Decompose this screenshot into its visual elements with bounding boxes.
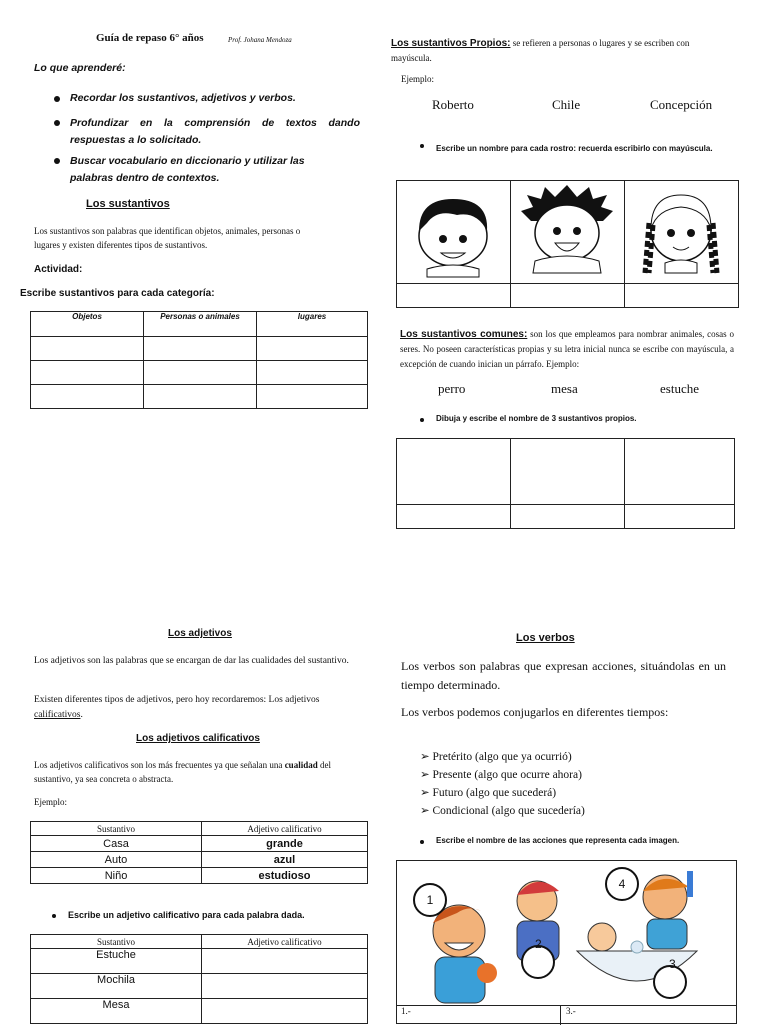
table-cell: Mochila — [31, 974, 202, 999]
drawing-cell[interactable] — [397, 439, 511, 505]
bullet-icon — [420, 144, 424, 148]
comunes-paragraph — [400, 327, 734, 372]
answer-cell[interactable] — [625, 505, 735, 529]
table-cell: Mesa — [31, 999, 202, 1024]
bullet-icon — [420, 418, 424, 422]
adjetivos-text2 — [34, 693, 370, 723]
adjetivos-exercise-table — [30, 934, 368, 1024]
boy-face-icon — [397, 181, 510, 278]
page-title: Guía de repaso 6° años — [96, 32, 204, 44]
answer-cell[interactable]: 1.- — [397, 1006, 561, 1025]
activity-instruction: Escribe sustantivos para cada categoría: — [20, 288, 215, 299]
sustantivos-text: Los sustantivos son palabras que identifican objetos, animales, personas o lugares y existen diferentes tipos de sustantivos. — [34, 226, 301, 250]
answer-cell[interactable] — [257, 337, 368, 361]
adjetivos-heading: Los adjetivos — [168, 628, 232, 639]
bullet-icon — [52, 914, 56, 918]
table-header: Sustantivo — [31, 935, 202, 949]
answer-cell[interactable] — [397, 284, 511, 308]
answer-cell[interactable] — [202, 949, 368, 974]
table-header: Adjetivo calificativo — [202, 822, 368, 836]
arrow-bullet-icon: ➢ — [420, 787, 433, 799]
answer-cell[interactable] — [31, 337, 144, 361]
answer-cell[interactable] — [511, 505, 625, 529]
answer-cell[interactable] — [257, 385, 368, 409]
answer-cell[interactable] — [144, 337, 257, 361]
example-label: Ejemplo: — [34, 797, 67, 807]
answer-cell[interactable]: 3.- — [566, 1006, 576, 1016]
author: Prof. Johana Mendoza — [228, 36, 292, 44]
calificativos-text — [34, 758, 346, 786]
face-cell — [625, 181, 739, 284]
sustantivos-heading: Los sustantivos — [86, 198, 170, 210]
table-cell: Estuche — [31, 949, 202, 974]
adjetivos-example-table — [30, 821, 368, 884]
tense-item: ➢ Presente (algo que ocurre ahora) — [420, 769, 582, 781]
bullet-icon — [54, 158, 60, 164]
comunes-heading: Los sustantivos comunes: — [400, 329, 528, 340]
tense-item: ➢ Futuro (algo que sucederá) — [420, 787, 557, 799]
answer-cell[interactable] — [397, 505, 511, 529]
objective-item: Recordar los sustantivos, adjetivos y verbos. — [70, 92, 296, 104]
propios-instruction: Escribe un nombre para cada rostro: recuerda escribirlo con mayúscula. — [436, 144, 713, 153]
answer-cell[interactable] — [31, 361, 144, 385]
braids-girl-face-icon — [625, 181, 738, 278]
calif-post: del sustantivo, ya sea concreta o abstracta. — [34, 760, 331, 784]
adjetivos-text2-post: . — [80, 710, 83, 720]
example-word: estuche — [660, 381, 699, 396]
face-cell — [397, 181, 511, 284]
example-word: Chile — [552, 97, 581, 112]
drawing-cell[interactable] — [625, 439, 735, 505]
table-cell: Niño — [31, 868, 202, 884]
table-cell: estudioso — [202, 868, 368, 884]
example-label: Ejemplo: — [401, 74, 434, 84]
verbos-text: Los verbos son palabras que expresan acciones, situándolas en un tiempo determinado. — [401, 659, 726, 692]
table-cell: Casa — [31, 836, 202, 852]
number-circle: 2 — [521, 945, 555, 979]
comunes-instruction: Dibuja y escribe el nombre de 3 sustantivos propios. — [436, 414, 637, 423]
calificativos-heading: Los adjetivos calificativos — [136, 733, 260, 744]
table-header: Personas o animales — [144, 312, 257, 337]
table-cell: Auto — [31, 852, 202, 868]
girl-face-icon — [511, 181, 624, 278]
answer-cell[interactable] — [144, 361, 257, 385]
categories-table — [30, 311, 368, 409]
comunes-text: son los que empleamos para nombrar animales, cosas o seres. No poseen características propias y su letra inicial nunca se escribe con mayúscula, a excepción de cuando inician un párrafo. Ejemplo: — [400, 329, 734, 369]
verbos-instruction: Escribe el nombre de las acciones que representa cada imagen. — [436, 836, 680, 845]
table-cell: azul — [202, 852, 368, 868]
drawing-cell[interactable] — [511, 439, 625, 505]
propios-text: se refieren a personas o lugares y se escriben con mayúscula. — [391, 38, 690, 63]
table-header: Sustantivo — [31, 822, 202, 836]
adjetivos-instruction: Escribe un adjetivo calificativo para cada palabra dada. — [68, 910, 305, 920]
adjetivos-text2-pre: Existen diferentes tipos de adjetivos, pero hoy recordaremos: Los adjetivos — [34, 695, 320, 705]
activity-label: Actividad: — [34, 264, 83, 275]
drawing-table — [396, 438, 735, 529]
example-word: mesa — [551, 381, 578, 396]
example-word: perro — [438, 381, 466, 396]
example-word: Roberto — [432, 97, 474, 112]
verbos-heading: Los verbos — [516, 632, 575, 644]
answer-cell[interactable] — [202, 999, 368, 1024]
answer-cell[interactable] — [144, 385, 257, 409]
number-circle: 4 — [605, 867, 639, 901]
actions-image-box — [396, 860, 737, 1024]
answer-cell[interactable] — [257, 361, 368, 385]
arrow-bullet-icon: ➢ — [420, 751, 433, 763]
answer-cell[interactable] — [202, 974, 368, 999]
answer-cell[interactable] — [511, 284, 625, 308]
number-circle: 1 — [413, 883, 447, 917]
verbos-text2: Los verbos podemos conjugarlos en diferentes tiempos: — [401, 705, 669, 719]
calif-pre: Los adjetivos calificativos son los más frecuentes ya que señalan una — [34, 760, 285, 770]
arrow-bullet-icon: ➢ — [420, 805, 433, 817]
objective-item: Profundizar en la comprensión de textos dando respuestas a lo solicitado. — [70, 117, 360, 146]
propios-heading: Los sustantivos Propios: — [391, 38, 511, 49]
table-header: Adjetivo calificativo — [202, 935, 368, 949]
tenses-list — [420, 748, 585, 820]
faces-table — [396, 180, 739, 308]
number-circle: 3 — [653, 965, 687, 999]
table-cell: grande — [202, 836, 368, 852]
calif-bold: cualidad — [284, 760, 318, 770]
answers-row — [397, 1005, 736, 1025]
bullet-icon — [54, 96, 60, 102]
objective-item: Buscar vocabulario en diccionario y utilizar las palabras dentro de contextos. — [70, 155, 305, 184]
arrow-bullet-icon: ➢ — [420, 769, 433, 781]
face-cell — [511, 181, 625, 284]
answer-cell[interactable] — [625, 284, 739, 308]
example-word: Concepción — [650, 97, 713, 112]
answer-cell[interactable] — [31, 385, 144, 409]
calificativos-link: calificativos — [34, 710, 81, 720]
tense-item: ➢ Pretérito (algo que ya ocurrió) — [420, 751, 572, 763]
tense-item: ➢ Condicional (algo que sucedería) — [420, 805, 585, 817]
propios-paragraph — [391, 36, 731, 65]
adjetivos-text: Los adjetivos son las palabras que se encargan de dar las cualidades del sustantivo. — [34, 656, 349, 666]
table-header: lugares — [257, 312, 368, 337]
bullet-icon — [420, 840, 424, 844]
bullet-icon — [54, 120, 60, 126]
objectives-heading: Lo que aprenderé: — [34, 62, 126, 74]
table-header: Objetos — [31, 312, 144, 337]
